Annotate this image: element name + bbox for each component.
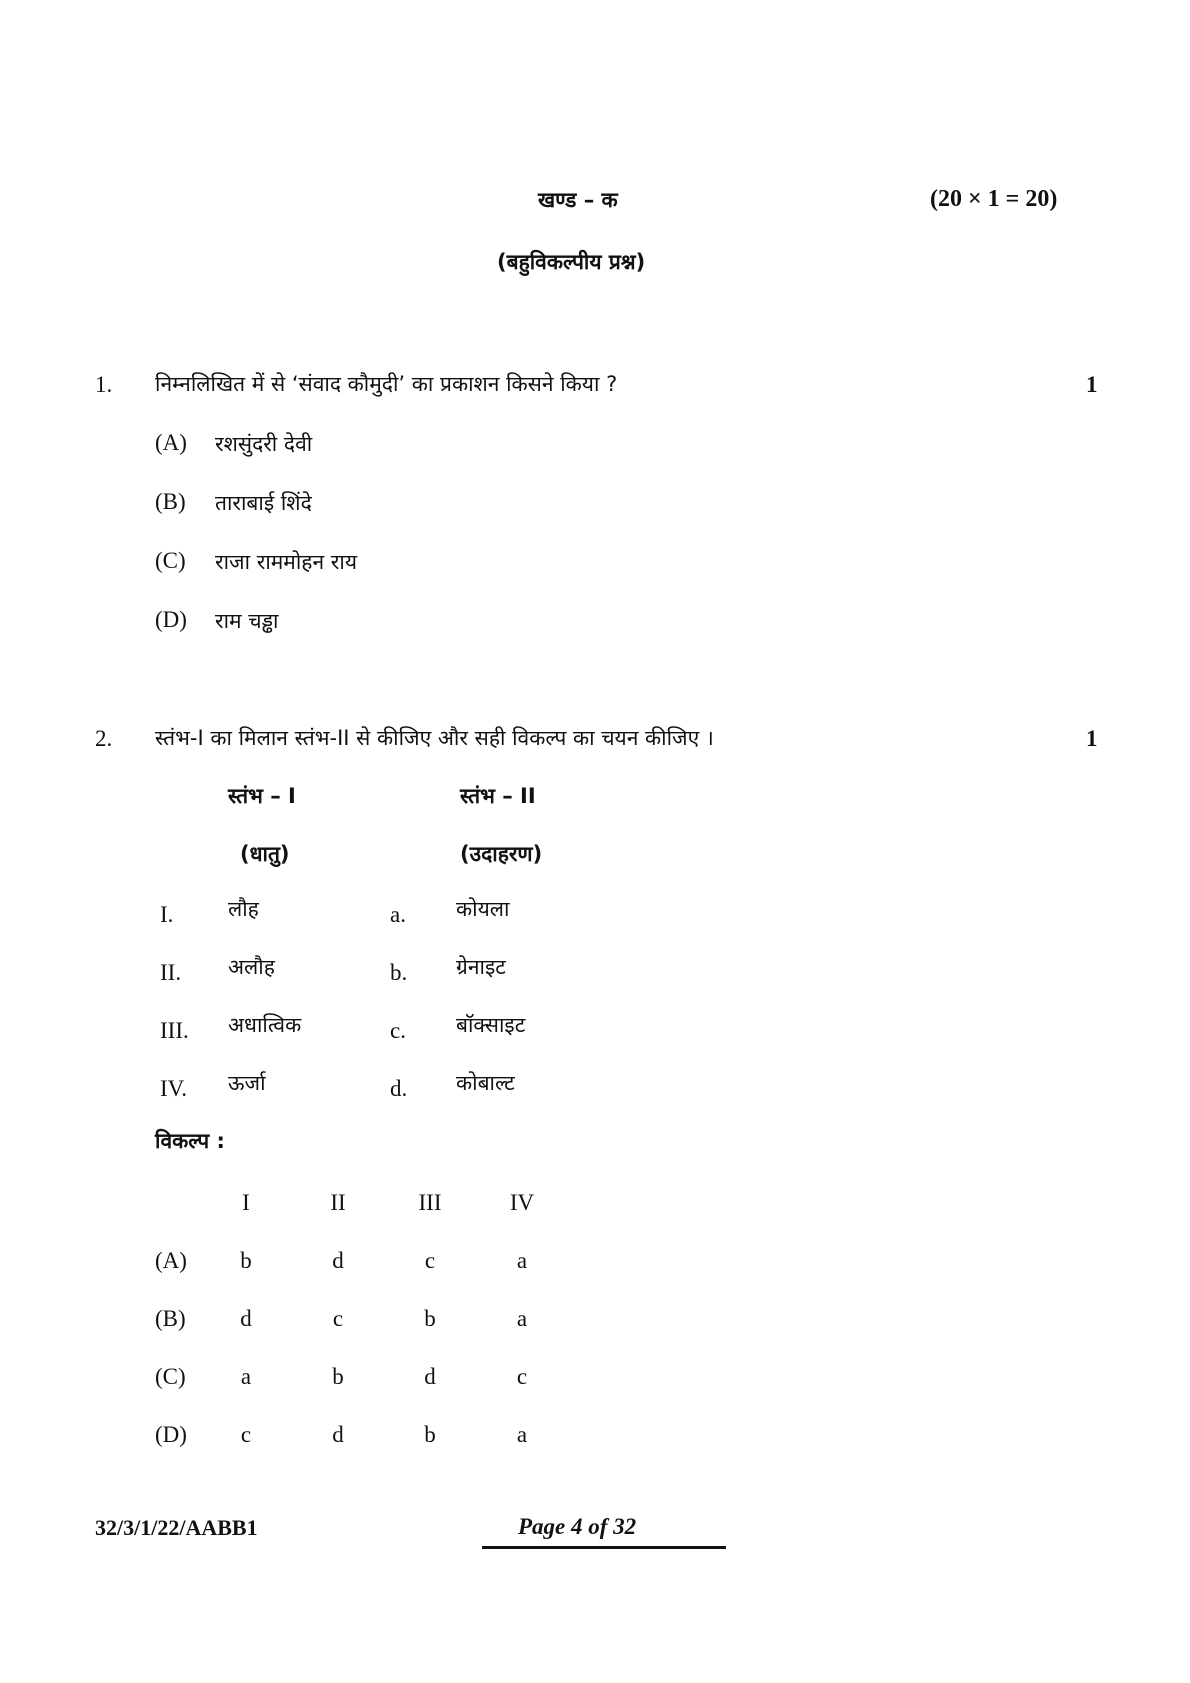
choice-cell: c — [424, 1248, 436, 1273]
question-marks: 1 — [1086, 372, 1098, 397]
option-text: राम चड्ढा — [215, 609, 279, 633]
header-cell: III — [418, 1190, 442, 1215]
choice-cell: d — [332, 1248, 344, 1273]
page-number: Page 4 of 32 — [518, 1514, 637, 1539]
choice-cell: b — [424, 1306, 436, 1331]
choice-cell: c — [516, 1364, 528, 1389]
right-label: a. — [390, 902, 406, 927]
choice-cell: d — [424, 1364, 436, 1389]
choice-label: (B) — [155, 1306, 186, 1331]
column-1-heading: स्तंभ – I — [228, 784, 296, 808]
choices-label: विकल्प : — [155, 1129, 225, 1153]
header-cell: I — [242, 1190, 250, 1215]
section-marks: (20 × 1 = 20) — [930, 186, 1058, 212]
question-text: स्तंभ-I का मिलान स्तंभ-II से कीजिए और सही विकल्प का चयन कीजिए । — [155, 726, 714, 750]
choice-label: (A) — [155, 1248, 187, 1273]
choice-label: (D) — [155, 1422, 187, 1447]
option-label: (C) — [155, 548, 186, 573]
question-number: 1. — [95, 372, 113, 397]
section-subtitle: (बहुविकल्पीय प्रश्न) — [497, 250, 646, 274]
column-2-subheading: (उदाहरण) — [460, 842, 543, 866]
right-label: b. — [390, 960, 408, 985]
right-text: कोयला — [456, 897, 510, 921]
right-text: बॉक्साइट — [456, 1013, 526, 1037]
left-text: अधात्विक — [228, 1013, 302, 1037]
option-label: (D) — [155, 607, 187, 632]
choice-cell: c — [240, 1422, 252, 1447]
page-number-underline — [482, 1546, 726, 1549]
option-text: राजा राममोहन राय — [215, 550, 357, 574]
section-title: खण्ड – क — [538, 188, 618, 212]
left-text: लौह — [228, 897, 259, 921]
choice-cell: a — [516, 1248, 528, 1273]
right-label: d. — [390, 1076, 408, 1101]
left-text: अलौह — [228, 955, 275, 979]
header-cell: IV — [509, 1190, 535, 1215]
choice-cell: b — [424, 1422, 436, 1447]
column-1-subheading: (धातु) — [240, 842, 290, 866]
choice-cell: b — [332, 1364, 344, 1389]
option-text: रशसुंदरी देवी — [215, 432, 313, 456]
column-2-heading: स्तंभ – II — [460, 784, 536, 808]
choice-cell: a — [516, 1306, 528, 1331]
option-text: ताराबाई शिंदे — [215, 491, 312, 515]
choice-cell: a — [240, 1364, 252, 1389]
choice-cell: a — [516, 1422, 528, 1447]
choice-cell: d — [332, 1422, 344, 1447]
question-marks: 1 — [1086, 726, 1098, 751]
question-text: निम्नलिखित में से ‘संवाद कौमुदी’ का प्रकाशन किसने किया ? — [155, 372, 618, 396]
left-text: ऊर्जा — [228, 1071, 266, 1095]
choice-label: (C) — [155, 1364, 186, 1389]
right-text: कोबाल्ट — [456, 1071, 515, 1095]
header-cell: II — [330, 1190, 346, 1215]
left-label: IV. — [160, 1076, 188, 1101]
left-label: II. — [160, 960, 182, 985]
left-label: I. — [160, 902, 174, 927]
left-label: III. — [160, 1018, 189, 1043]
paper-code: 32/3/1/22/AABB1 — [95, 1515, 258, 1540]
right-text: ग्रेनाइट — [456, 955, 506, 979]
question-number: 2. — [95, 726, 113, 751]
option-label: (A) — [155, 430, 187, 455]
choice-cell: b — [240, 1248, 252, 1273]
choice-cell: c — [332, 1306, 344, 1331]
right-label: c. — [390, 1018, 406, 1043]
choice-cell: d — [240, 1306, 252, 1331]
option-label: (B) — [155, 489, 186, 514]
